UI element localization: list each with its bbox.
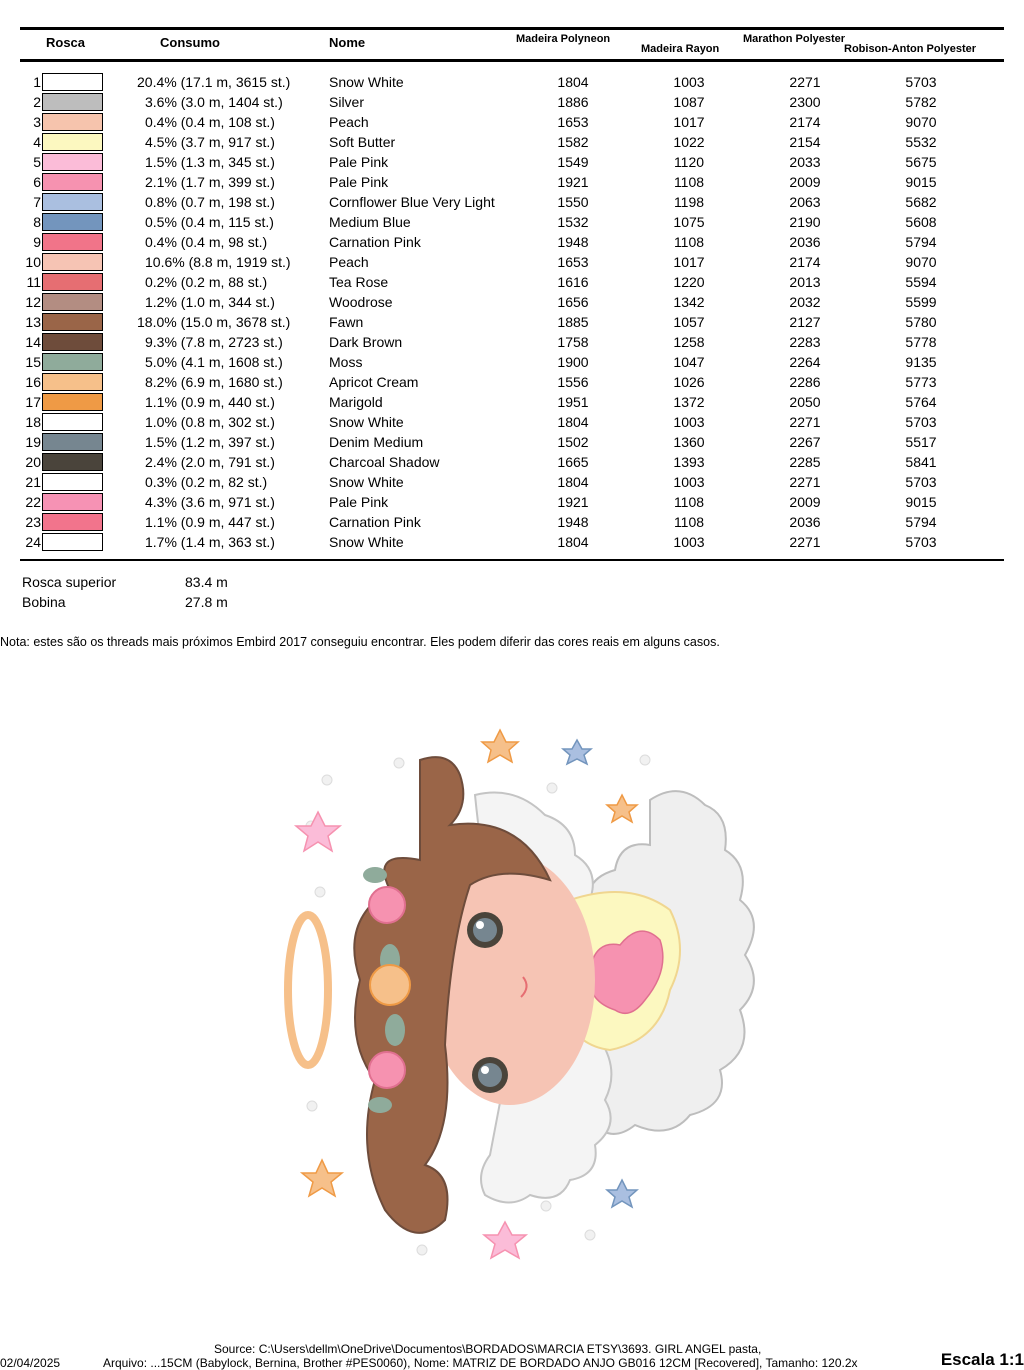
- robison-anton-polyester-code: 5599: [905, 294, 937, 310]
- thread-number: 20: [25, 454, 41, 470]
- thread-note: Nota: estes são os threads mais próximos Embird 2017 conseguiu encontrar. Eles podem diferir das cores reais em alguns casos.: [0, 635, 720, 649]
- madeira-polyneon-code: 1948: [557, 514, 589, 530]
- thread-consumption: 8.2% (6.9 m, 1680 st.): [145, 374, 283, 390]
- table-row: [0, 492, 1024, 512]
- robison-anton-polyester-code: 5782: [905, 94, 937, 110]
- marathon-polyester-code: 2013: [789, 274, 821, 290]
- table-row: [0, 332, 1024, 352]
- marathon-polyester-code: 2283: [789, 334, 821, 350]
- footer-arquivo: Arquivo: ...15CM (Babylock, Bernina, Brother #PES0060), Nome: MATRIZ DE BORDADO ANJO GB016 12CM [Recovered], Tamanho: 120.2x: [103, 1356, 858, 1370]
- marathon-polyester-code: 2271: [789, 74, 821, 90]
- madeira-rayon-code: 1108: [673, 174, 705, 190]
- color-swatch: [42, 373, 103, 391]
- thread-name: Soft Butter: [329, 134, 396, 150]
- marathon-polyester-code: 2264: [789, 354, 821, 370]
- robison-anton-polyester-code: 5794: [905, 514, 937, 530]
- table-row: [0, 292, 1024, 312]
- robison-anton-polyester-code: 5794: [905, 234, 937, 250]
- thread-name: Snow White: [329, 474, 404, 490]
- table-row: [0, 532, 1024, 552]
- thread-consumption: 1.1% (0.9 m, 447 st.): [145, 514, 275, 530]
- thread-name: Peach: [329, 114, 369, 130]
- marathon-polyester-code: 2267: [789, 434, 821, 450]
- thread-number: 23: [25, 514, 41, 530]
- madeira-polyneon-code: 1549: [557, 154, 589, 170]
- thread-consumption: 4.3% (3.6 m, 971 st.): [145, 494, 275, 510]
- marathon-polyester-code: 2063: [789, 194, 821, 210]
- table-row: [0, 512, 1024, 532]
- madeira-polyneon-code: 1948: [557, 234, 589, 250]
- madeira-polyneon-code: 1885: [557, 314, 589, 330]
- robison-anton-polyester-code: 9015: [905, 174, 937, 190]
- thread-consumption: 18.0% (15.0 m, 3678 st.): [137, 314, 291, 330]
- robison-anton-polyester-code: 5780: [905, 314, 937, 330]
- thread-name: Dark Brown: [329, 334, 403, 350]
- table-row: [0, 412, 1024, 432]
- table-row: [0, 192, 1024, 212]
- thread-number: 6: [33, 174, 41, 190]
- header-consumo: Consumo: [160, 35, 220, 50]
- thread-name: Woodrose: [329, 294, 393, 310]
- madeira-polyneon-code: 1653: [557, 254, 589, 270]
- table-row: [0, 132, 1024, 152]
- thread-number: 4: [33, 134, 41, 150]
- madeira-polyneon-code: 1921: [557, 174, 589, 190]
- table-row: [0, 472, 1024, 492]
- thread-consumption: 3.6% (3.0 m, 1404 st.): [145, 94, 283, 110]
- thread-name: Silver: [329, 94, 365, 110]
- robison-anton-polyester-code: 9015: [905, 494, 937, 510]
- madeira-polyneon-code: 1951: [557, 394, 589, 410]
- color-swatch: [42, 193, 103, 211]
- madeira-rayon-code: 1258: [673, 334, 705, 350]
- thread-name: Pale Pink: [329, 154, 389, 170]
- thread-number: 3: [33, 114, 41, 130]
- marathon-polyester-code: 2009: [789, 174, 821, 190]
- marathon-polyester-code: 2036: [789, 514, 821, 530]
- robison-anton-polyester-code: 9070: [905, 254, 937, 270]
- color-swatch: [42, 273, 103, 291]
- thread-name: Moss: [329, 354, 363, 370]
- madeira-polyneon-code: 1804: [557, 414, 589, 430]
- table-bottom-rule: [20, 559, 1004, 561]
- thread-name: Snow White: [329, 534, 404, 550]
- color-swatch: [42, 433, 103, 451]
- marathon-polyester-code: 2271: [789, 474, 821, 490]
- thread-name: Peach: [329, 254, 369, 270]
- table-row: [0, 92, 1024, 112]
- thread-number: 22: [25, 494, 41, 510]
- thread-name: Tea Rose: [329, 274, 389, 290]
- color-swatch: [42, 473, 103, 491]
- color-swatch: [42, 453, 103, 471]
- madeira-polyneon-code: 1502: [557, 434, 589, 450]
- girl-angel-embroidery-icon: [280, 720, 760, 1290]
- color-swatch: [42, 133, 103, 151]
- thread-number: 8: [33, 214, 41, 230]
- thread-number: 15: [25, 354, 41, 370]
- madeira-rayon-code: 1372: [673, 394, 705, 410]
- madeira-rayon-code: 1220: [673, 274, 705, 290]
- marathon-polyester-code: 2174: [789, 114, 821, 130]
- table-top-rule: [20, 27, 1004, 30]
- marathon-polyester-code: 2285: [789, 454, 821, 470]
- thread-name: Carnation Pink: [329, 514, 421, 530]
- marathon-polyester-code: 2050: [789, 394, 821, 410]
- thread-number: 14: [25, 334, 41, 350]
- robison-anton-polyester-code: 5778: [905, 334, 937, 350]
- table-row: [0, 352, 1024, 372]
- thread-name: Pale Pink: [329, 174, 389, 190]
- madeira-rayon-code: 1017: [673, 254, 705, 270]
- marathon-polyester-code: 2271: [789, 414, 821, 430]
- header-robison-anton-polyester: Robison-Anton Polyester: [844, 43, 977, 55]
- madeira-rayon-code: 1003: [673, 474, 705, 490]
- robison-anton-polyester-code: 5682: [905, 194, 937, 210]
- thread-consumption: 9.3% (7.8 m, 2723 st.): [145, 334, 283, 350]
- table-row: [0, 452, 1024, 472]
- madeira-rayon-code: 1047: [673, 354, 705, 370]
- robison-anton-polyester-code: 5608: [905, 214, 937, 230]
- robison-anton-polyester-code: 5675: [905, 154, 937, 170]
- page-footer: [0, 1342, 1024, 1370]
- color-swatch: [42, 213, 103, 231]
- thread-consumption: 0.8% (0.7 m, 198 st.): [145, 194, 275, 210]
- total-bobina-label: Bobina: [22, 594, 66, 610]
- robison-anton-polyester-code: 9070: [905, 114, 937, 130]
- thread-name: Fawn: [329, 314, 364, 330]
- thread-consumption: 5.0% (4.1 m, 1608 st.): [145, 354, 283, 370]
- thread-consumption: 1.1% (0.9 m, 440 st.): [145, 394, 275, 410]
- madeira-polyneon-code: 1886: [557, 94, 589, 110]
- thread-number: 11: [26, 274, 41, 290]
- thread-number: 5: [33, 154, 41, 170]
- thread-consumption: 1.7% (1.4 m, 363 st.): [145, 534, 275, 550]
- madeira-polyneon-code: 1582: [557, 134, 589, 150]
- total-rosca-superior-label: Rosca superior: [22, 574, 117, 590]
- madeira-rayon-code: 1108: [673, 514, 705, 530]
- marathon-polyester-code: 2271: [789, 534, 821, 550]
- thread-name: Snow White: [329, 414, 404, 430]
- table-row: [0, 172, 1024, 192]
- thread-number: 13: [25, 314, 41, 330]
- color-swatch: [42, 113, 103, 131]
- madeira-rayon-code: 1120: [673, 154, 705, 170]
- color-swatch: [42, 513, 103, 531]
- marathon-polyester-code: 2154: [789, 134, 821, 150]
- color-swatch: [42, 73, 103, 91]
- color-swatch: [42, 93, 103, 111]
- thread-number: 16: [25, 374, 41, 390]
- robison-anton-polyester-code: 5773: [905, 374, 937, 390]
- thread-consumption: 0.5% (0.4 m, 115 st.): [145, 214, 274, 230]
- header-marathon-polyester: Marathon Polyester: [743, 33, 846, 45]
- table-row: [0, 152, 1024, 172]
- madeira-rayon-code: 1003: [673, 414, 705, 430]
- table-row: [0, 112, 1024, 132]
- robison-anton-polyester-code: 5703: [905, 534, 937, 550]
- table-header-rule: [20, 59, 1004, 62]
- table-row: [0, 392, 1024, 412]
- marathon-polyester-code: 2174: [789, 254, 821, 270]
- color-swatch: [42, 173, 103, 191]
- robison-anton-polyester-code: 5532: [905, 134, 937, 150]
- table-row: [0, 432, 1024, 452]
- madeira-rayon-code: 1360: [673, 434, 705, 450]
- madeira-polyneon-code: 1656: [557, 294, 589, 310]
- madeira-polyneon-code: 1921: [557, 494, 589, 510]
- madeira-polyneon-code: 1550: [557, 194, 589, 210]
- marathon-polyester-code: 2036: [789, 234, 821, 250]
- thread-number: 2: [33, 94, 41, 110]
- thread-rows: [0, 72, 1024, 552]
- madeira-polyneon-code: 1804: [557, 74, 589, 90]
- color-swatch: [42, 253, 103, 271]
- total-rosca-superior-value: 83.4 m: [185, 574, 228, 590]
- color-swatch: [42, 153, 103, 171]
- table-row: [0, 312, 1024, 332]
- robison-anton-polyester-code: 5841: [905, 454, 937, 470]
- thread-name: Medium Blue: [329, 214, 411, 230]
- marathon-polyester-code: 2009: [789, 494, 821, 510]
- madeira-polyneon-code: 1616: [557, 274, 589, 290]
- color-swatch: [42, 353, 103, 371]
- thread-name: Snow White: [329, 74, 404, 90]
- madeira-rayon-code: 1393: [673, 454, 705, 470]
- madeira-rayon-code: 1198: [673, 194, 705, 210]
- thread-consumption: 1.5% (1.3 m, 345 st.): [145, 154, 275, 170]
- total-bobina: [22, 594, 322, 614]
- color-swatch: [42, 413, 103, 431]
- madeira-rayon-code: 1003: [673, 74, 705, 90]
- thread-number: 1: [33, 74, 41, 90]
- madeira-rayon-code: 1003: [673, 534, 705, 550]
- marathon-polyester-code: 2286: [789, 374, 821, 390]
- marathon-polyester-code: 2190: [789, 214, 821, 230]
- thread-number: 12: [25, 294, 41, 310]
- thread-name: Denim Medium: [329, 434, 424, 450]
- madeira-rayon-code: 1075: [673, 214, 705, 230]
- madeira-rayon-code: 1022: [673, 134, 705, 150]
- madeira-polyneon-code: 1653: [557, 114, 589, 130]
- header-madeira-polyneon: Madeira Polyneon: [516, 33, 611, 45]
- totals: [22, 574, 322, 614]
- color-swatch: [42, 313, 103, 331]
- header-rosca: Rosca: [46, 35, 86, 50]
- madeira-polyneon-code: 1556: [557, 374, 589, 390]
- marathon-polyester-code: 2127: [789, 314, 821, 330]
- thread-number: 10: [25, 254, 41, 270]
- thread-name: Marigold: [329, 394, 383, 410]
- thread-number: 7: [33, 194, 41, 210]
- embroidery-preview: [280, 720, 760, 1290]
- footer-source: Source: C:\Users\dellm\OneDrive\Documentos\BORDADOS\MARCIA ETSY\3693. GIRL ANGEL pasta,: [214, 1342, 762, 1356]
- madeira-polyneon-code: 1804: [557, 474, 589, 490]
- thread-consumption: 4.5% (3.7 m, 917 st.): [145, 134, 275, 150]
- thread-number: 21: [25, 474, 41, 490]
- robison-anton-polyester-code: 5517: [905, 434, 937, 450]
- thread-consumption: 1.5% (1.2 m, 397 st.): [145, 434, 275, 450]
- thread-consumption: 2.4% (2.0 m, 791 st.): [145, 454, 275, 470]
- thread-number: 17: [25, 394, 41, 410]
- thread-consumption: 0.2% (0.2 m, 88 st.): [145, 274, 268, 290]
- header-madeira-rayon: Madeira Rayon: [641, 43, 720, 55]
- color-swatch: [42, 393, 103, 411]
- thread-consumption: 20.4% (17.1 m, 3615 st.): [137, 74, 291, 90]
- thread-name: Apricot Cream: [329, 374, 419, 390]
- madeira-rayon-code: 1026: [673, 374, 705, 390]
- thread-name: Pale Pink: [329, 494, 389, 510]
- madeira-rayon-code: 1108: [673, 234, 705, 250]
- thread-consumption: 0.3% (0.2 m, 82 st.): [145, 474, 268, 490]
- robison-anton-polyester-code: 5703: [905, 414, 937, 430]
- thread-number: 24: [25, 534, 41, 550]
- footer-scale: Escala 1:1: [940, 1350, 1024, 1369]
- thread-consumption: 0.4% (0.4 m, 98 st.): [145, 234, 268, 250]
- thread-consumption: 10.6% (8.8 m, 1919 st.): [145, 254, 291, 270]
- robison-anton-polyester-code: 5764: [905, 394, 937, 410]
- color-swatch: [42, 293, 103, 311]
- table-row: [0, 372, 1024, 392]
- thread-name: Charcoal Shadow: [329, 454, 440, 470]
- marathon-polyester-code: 2032: [789, 294, 821, 310]
- color-swatch: [42, 333, 103, 351]
- robison-anton-polyester-code: 5594: [905, 274, 937, 290]
- thread-consumption: 2.1% (1.7 m, 399 st.): [145, 174, 275, 190]
- thread-consumption: 0.4% (0.4 m, 108 st.): [145, 114, 275, 130]
- madeira-rayon-code: 1017: [673, 114, 705, 130]
- thread-number: 9: [33, 234, 41, 250]
- madeira-rayon-code: 1108: [673, 494, 705, 510]
- madeira-rayon-code: 1057: [673, 314, 705, 330]
- thread-number: 19: [25, 434, 41, 450]
- color-swatch: [42, 233, 103, 251]
- table-row: [0, 272, 1024, 292]
- table-row: [0, 252, 1024, 272]
- madeira-polyneon-code: 1900: [557, 354, 589, 370]
- total-bobina-value: 27.8 m: [185, 594, 228, 610]
- color-swatch: [42, 493, 103, 511]
- madeira-polyneon-code: 1665: [557, 454, 589, 470]
- header-nome: Nome: [329, 35, 366, 50]
- thread-name: Carnation Pink: [329, 234, 421, 250]
- madeira-rayon-code: 1087: [673, 94, 705, 110]
- marathon-polyester-code: 2033: [789, 154, 821, 170]
- robison-anton-polyester-code: 9135: [905, 354, 937, 370]
- madeira-polyneon-code: 1804: [557, 534, 589, 550]
- footer-date: 02/04/2025: [0, 1356, 61, 1370]
- madeira-rayon-code: 1342: [673, 294, 705, 310]
- thread-consumption: 1.2% (1.0 m, 344 st.): [145, 294, 275, 310]
- table-row: [0, 72, 1024, 92]
- robison-anton-polyester-code: 5703: [905, 74, 937, 90]
- madeira-polyneon-code: 1758: [557, 334, 589, 350]
- robison-anton-polyester-code: 5703: [905, 474, 937, 490]
- thread-name: Cornflower Blue Very Light: [329, 194, 495, 210]
- thread-consumption: 1.0% (0.8 m, 302 st.): [145, 414, 275, 430]
- total-rosca-superior: [22, 574, 322, 594]
- marathon-polyester-code: 2300: [789, 94, 821, 110]
- table-row: [0, 212, 1024, 232]
- table-row: [0, 232, 1024, 252]
- color-swatch: [42, 533, 103, 551]
- madeira-polyneon-code: 1532: [557, 214, 589, 230]
- thread-number: 18: [25, 414, 41, 430]
